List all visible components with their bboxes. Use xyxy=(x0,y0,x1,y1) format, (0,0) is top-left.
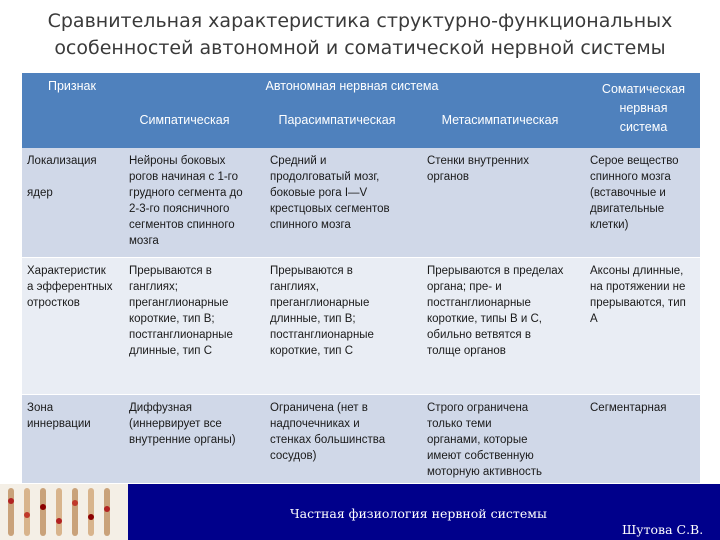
comparison-table xyxy=(22,73,700,483)
cell-line: Нейроны боковых xyxy=(129,155,226,167)
cell-line: внутренние органы) xyxy=(129,434,236,446)
figure-icon xyxy=(88,488,94,536)
slide-title-line-2: особенностей автономной и соматической нервной системы xyxy=(54,37,666,59)
cell-line: Аксоны длинные, xyxy=(590,265,684,277)
cell-line: Строго ограничена xyxy=(427,402,529,414)
header-somatic-line: Соматическая xyxy=(601,82,686,96)
cell-parasympathetic xyxy=(270,400,420,464)
slide-title xyxy=(0,8,720,62)
header-metasympathetic: Метасимпатическая xyxy=(441,113,559,127)
table-row-localization xyxy=(22,148,700,257)
header-autonomic: Автономная нервная система xyxy=(265,79,439,93)
organ-icon xyxy=(72,500,78,506)
cell-metasympathetic xyxy=(427,153,587,185)
cell-line: преганглионарные xyxy=(129,297,229,309)
cell-line: короткие, тип С xyxy=(270,345,354,357)
cell-line: (иннервирует все xyxy=(129,418,222,430)
cell-line: Средний и xyxy=(270,155,327,167)
cell-line: (вставочные и xyxy=(590,187,666,199)
cell-line: имеют собственную xyxy=(427,450,534,462)
cell-somatic xyxy=(590,153,700,233)
footer-course-title: Частная физиология нервной системы xyxy=(290,506,547,521)
cell-line: постганглионарные xyxy=(270,329,374,341)
figure-icon xyxy=(8,488,14,536)
cell-line: рогов начиная с 1-го xyxy=(129,171,239,183)
cell-line: Прерываются в xyxy=(129,265,212,277)
footer-bar xyxy=(0,484,720,540)
cell-line: Диффузная xyxy=(129,402,193,414)
cell-line: короткие, типы В и С, xyxy=(427,313,542,325)
footer-author: Шутова С.В. xyxy=(622,522,704,537)
cell-line: Характеристик xyxy=(27,265,106,277)
cell-feature xyxy=(27,400,119,432)
table-row-innervation xyxy=(22,395,700,483)
cell-sympathetic xyxy=(129,153,264,249)
cell-line: органами, которые xyxy=(427,434,528,446)
cell-line: а эфферентных xyxy=(27,281,113,293)
cell-metasympathetic xyxy=(427,263,590,359)
cell-line: стенках большинства xyxy=(270,434,386,446)
cell-line: постганглионарные xyxy=(427,297,531,309)
cell-line: прерываются, тип xyxy=(590,297,686,309)
cell-line: ганглиях, xyxy=(270,281,319,293)
cell-line: Стенки внутренних xyxy=(427,155,529,167)
header-somatic xyxy=(587,80,700,137)
cell-line: моторную активность xyxy=(427,466,543,478)
figure-icon xyxy=(56,488,62,536)
cell-sympathetic xyxy=(129,263,264,359)
cell-line: клетки) xyxy=(590,219,629,231)
cell-line: только теми xyxy=(427,418,492,430)
organ-icon xyxy=(40,504,46,510)
cell-line: Ограничена (нет в xyxy=(270,402,368,414)
cell-line: короткие, тип В; xyxy=(129,313,215,325)
cell-line: ганглиях; xyxy=(129,281,178,293)
organ-icon xyxy=(24,512,30,518)
cell-line: обильно ветвятся в xyxy=(427,329,531,341)
cell-parasympathetic xyxy=(270,263,420,359)
cell-parasympathetic xyxy=(270,153,420,233)
cell-line: Серое вещество xyxy=(590,155,679,167)
cell-line: преганглионарные xyxy=(270,297,370,309)
cell-line: постганглионарные xyxy=(129,329,233,341)
cell-somatic xyxy=(590,263,700,327)
cell-line: 2-3-го поясничного xyxy=(129,203,230,215)
cell-line: Зона xyxy=(27,402,54,414)
organ-icon xyxy=(56,518,62,524)
organ-icon xyxy=(88,514,94,520)
cell-line xyxy=(27,169,119,185)
cell-feature xyxy=(27,263,127,311)
cell-line: органов xyxy=(427,171,469,183)
cell-line: ядер xyxy=(27,187,53,199)
header-somatic-line: система xyxy=(619,120,668,134)
anatomy-illustration-strip xyxy=(0,484,128,540)
header-somatic-line: нервная xyxy=(619,101,668,115)
cell-line: иннервации xyxy=(27,418,91,430)
cell-line: продолговатый мозг, xyxy=(270,171,380,183)
cell-line: А xyxy=(590,313,598,325)
cell-line: сосудов) xyxy=(270,450,317,462)
cell-line: на протяжении не xyxy=(590,281,686,293)
cell-line: длинные, тип С xyxy=(129,345,213,357)
figure-icon xyxy=(72,488,78,536)
cell-line: органа; пре- и xyxy=(427,281,502,293)
cell-somatic xyxy=(590,400,700,416)
cell-line: Сегментарная xyxy=(590,402,667,414)
organ-icon xyxy=(104,506,110,512)
cell-feature xyxy=(27,153,119,201)
cell-line: сегментов спинного xyxy=(129,219,235,231)
header-feature: Признак xyxy=(48,79,96,93)
cell-line: боковые рога I—V xyxy=(270,187,368,199)
cell-line: грудного сегмента до xyxy=(129,187,243,199)
cell-line: Прерываются в пределах xyxy=(427,265,564,277)
figure-icon xyxy=(104,488,110,536)
organ-icon xyxy=(8,498,14,504)
cell-line: спинного мозга xyxy=(590,171,671,183)
cell-line: мозга xyxy=(129,235,159,247)
cell-line: надпочечниках и xyxy=(270,418,360,430)
cell-line: отростков xyxy=(27,297,80,309)
table-header xyxy=(22,73,700,148)
cell-line: толще органов xyxy=(427,345,506,357)
cell-line: двигательные xyxy=(590,203,665,215)
header-parasympathetic: Парасимпатическая xyxy=(278,113,396,127)
table-row-efferent xyxy=(22,258,700,394)
cell-line: Прерываются в xyxy=(270,265,353,277)
cell-metasympathetic xyxy=(427,400,587,480)
cell-line: крестцовых сегментов xyxy=(270,203,390,215)
slide-title-line-1: Сравнительная характеристика структурно-функциональных xyxy=(47,10,673,32)
cell-sympathetic xyxy=(129,400,264,448)
header-sympathetic: Симпатическая xyxy=(139,113,230,127)
figure-icon xyxy=(40,488,46,536)
cell-line: длинные, тип В; xyxy=(270,313,356,325)
cell-line: спинного мозга xyxy=(270,219,351,231)
cell-line: Локализация xyxy=(27,155,97,167)
